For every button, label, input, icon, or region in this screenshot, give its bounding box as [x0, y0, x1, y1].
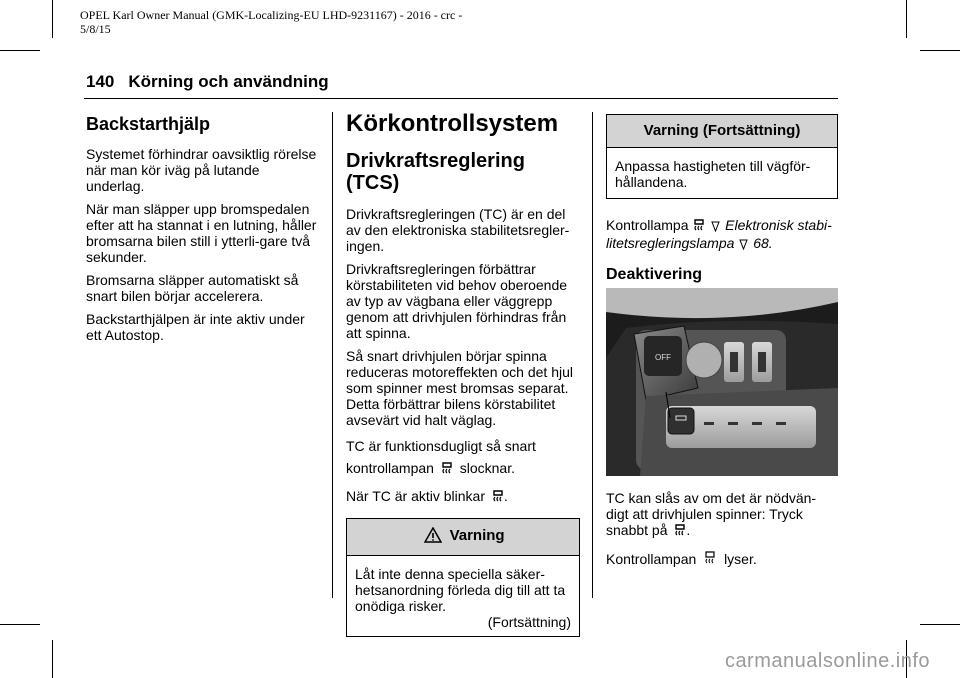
text-fragment: lyser.: [724, 551, 757, 567]
text-fragment: Kontrollampa: [606, 217, 689, 233]
warning-box-header: Varning (Fortsättning): [607, 115, 837, 148]
heading-backstarthjalp: Backstarthjälp: [86, 114, 211, 134]
paragraph: [346, 488, 580, 506]
warning-text: Låt inte denna speciella säker-hetsanordning förleda dig till att ta onödiga risker.: [355, 566, 566, 614]
warning-text: Anpassa hastigheten till vägför-hållandena.: [615, 158, 811, 190]
crop-mark: [920, 624, 960, 625]
page-reference-icon: [739, 237, 748, 253]
crop-mark: [52, 0, 53, 38]
text-fragment: Kontrollampan: [606, 551, 697, 567]
text-fragment: TC kan slås av om det är nödvän-digt att drivhjulen spinner: Tryck snabbt på: [606, 490, 817, 538]
warning-box: [346, 518, 580, 637]
warning-box-body: [347, 556, 579, 636]
crop-mark: [920, 50, 960, 51]
warning-title: Varning: [449, 527, 505, 544]
header-rule: [84, 98, 838, 99]
photo-button-label: OFF: [655, 353, 671, 362]
column-2: [346, 110, 580, 637]
page-header: [86, 72, 329, 92]
traction-control-icon: [492, 490, 504, 506]
crop-mark: [0, 50, 40, 51]
crop-mark: [906, 0, 907, 38]
subheading-deaktivering: Deaktivering: [606, 266, 703, 283]
page-reference-icon: [711, 219, 720, 235]
document-info-line2: 5/8/15: [80, 22, 111, 36]
paragraph: När man släpper upp bromspedalen efter att ha stannat i en lutning, håller bromsarna bilen still i ytterli-gare två sekunder.: [86, 201, 317, 265]
paragraph: Så snart drivhjulen börjar spinna reduceras motoreffekten och det hjul som spinner mest bromsas separat. Detta förbättrar bilens körstabilitet avsevärt vid halt väglag.: [346, 348, 573, 428]
subheading-tcs: Drivkraftsreglering (TCS): [346, 150, 525, 194]
document-info: [80, 8, 560, 36]
paragraph: [346, 435, 580, 481]
paragraph: Backstarthjälpen är inte aktiv under ett Autostop.: [86, 311, 305, 343]
warning-box-header: [347, 519, 579, 556]
tc-off-lamp-icon: [703, 550, 717, 569]
document-info-line1: OPEL Karl Owner Manual (GMK-Localizing-EU LHD-9231167) - 2016 - crc -: [80, 8, 463, 22]
traction-control-icon: [674, 524, 686, 540]
column-3-lower: [606, 490, 838, 576]
paragraph: Systemet förhindrar oavsiktlig rörelse när man kör iväg på lutande underlag.: [86, 146, 317, 194]
column-divider: [332, 112, 333, 598]
crop-mark: [0, 624, 40, 625]
page-reference[interactable]: 68.: [753, 235, 773, 251]
paragraph: Drivkraftsregleringen förbättrar körstabiliteten vid behov oberoende av typ av vägbana eller väggrepp genom att drivhjulen förhindras från att spinna.: [346, 261, 568, 341]
paragraph: Bromsarna släpper automatiskt så snart bilen börjar accelerera.: [86, 272, 299, 304]
cross-reference-link[interactable]: Elektronisk stabi-litetsregleringslampa: [606, 217, 832, 251]
paragraph: Drivkraftsregleringen (TC) är en del av den elektroniska stabilitetsregler-ingen.: [346, 206, 570, 254]
column-1: [86, 114, 320, 350]
traction-control-icon: [693, 219, 705, 235]
column-divider: [592, 112, 593, 598]
warning-box-continued: [606, 114, 838, 199]
text-fragment: När TC är aktiv blinkar: [346, 488, 486, 504]
section-title: Körning och användning: [128, 72, 329, 91]
traction-control-icon: [441, 459, 453, 481]
paragraph: [606, 490, 838, 540]
text-fragment: .: [686, 522, 691, 538]
page-number: 140: [86, 72, 115, 91]
crop-mark: [52, 640, 53, 678]
paragraph: [606, 550, 838, 569]
continued-label: (Fortsättning): [487, 614, 571, 630]
control-panel-photo: [606, 288, 838, 476]
heading-korkontrollsystem: Körkontrollsystem: [346, 110, 559, 137]
text-fragment: slocknar.: [459, 460, 515, 476]
watermark: carmanualsonline.info: [724, 650, 930, 672]
paragraph: [606, 217, 838, 253]
column-3: [606, 114, 838, 299]
text-fragment: TC är funktionsdugligt så snart kontrollampan: [346, 438, 536, 476]
warning-triangle-icon: [424, 527, 442, 547]
text-fragment: .: [503, 488, 508, 504]
